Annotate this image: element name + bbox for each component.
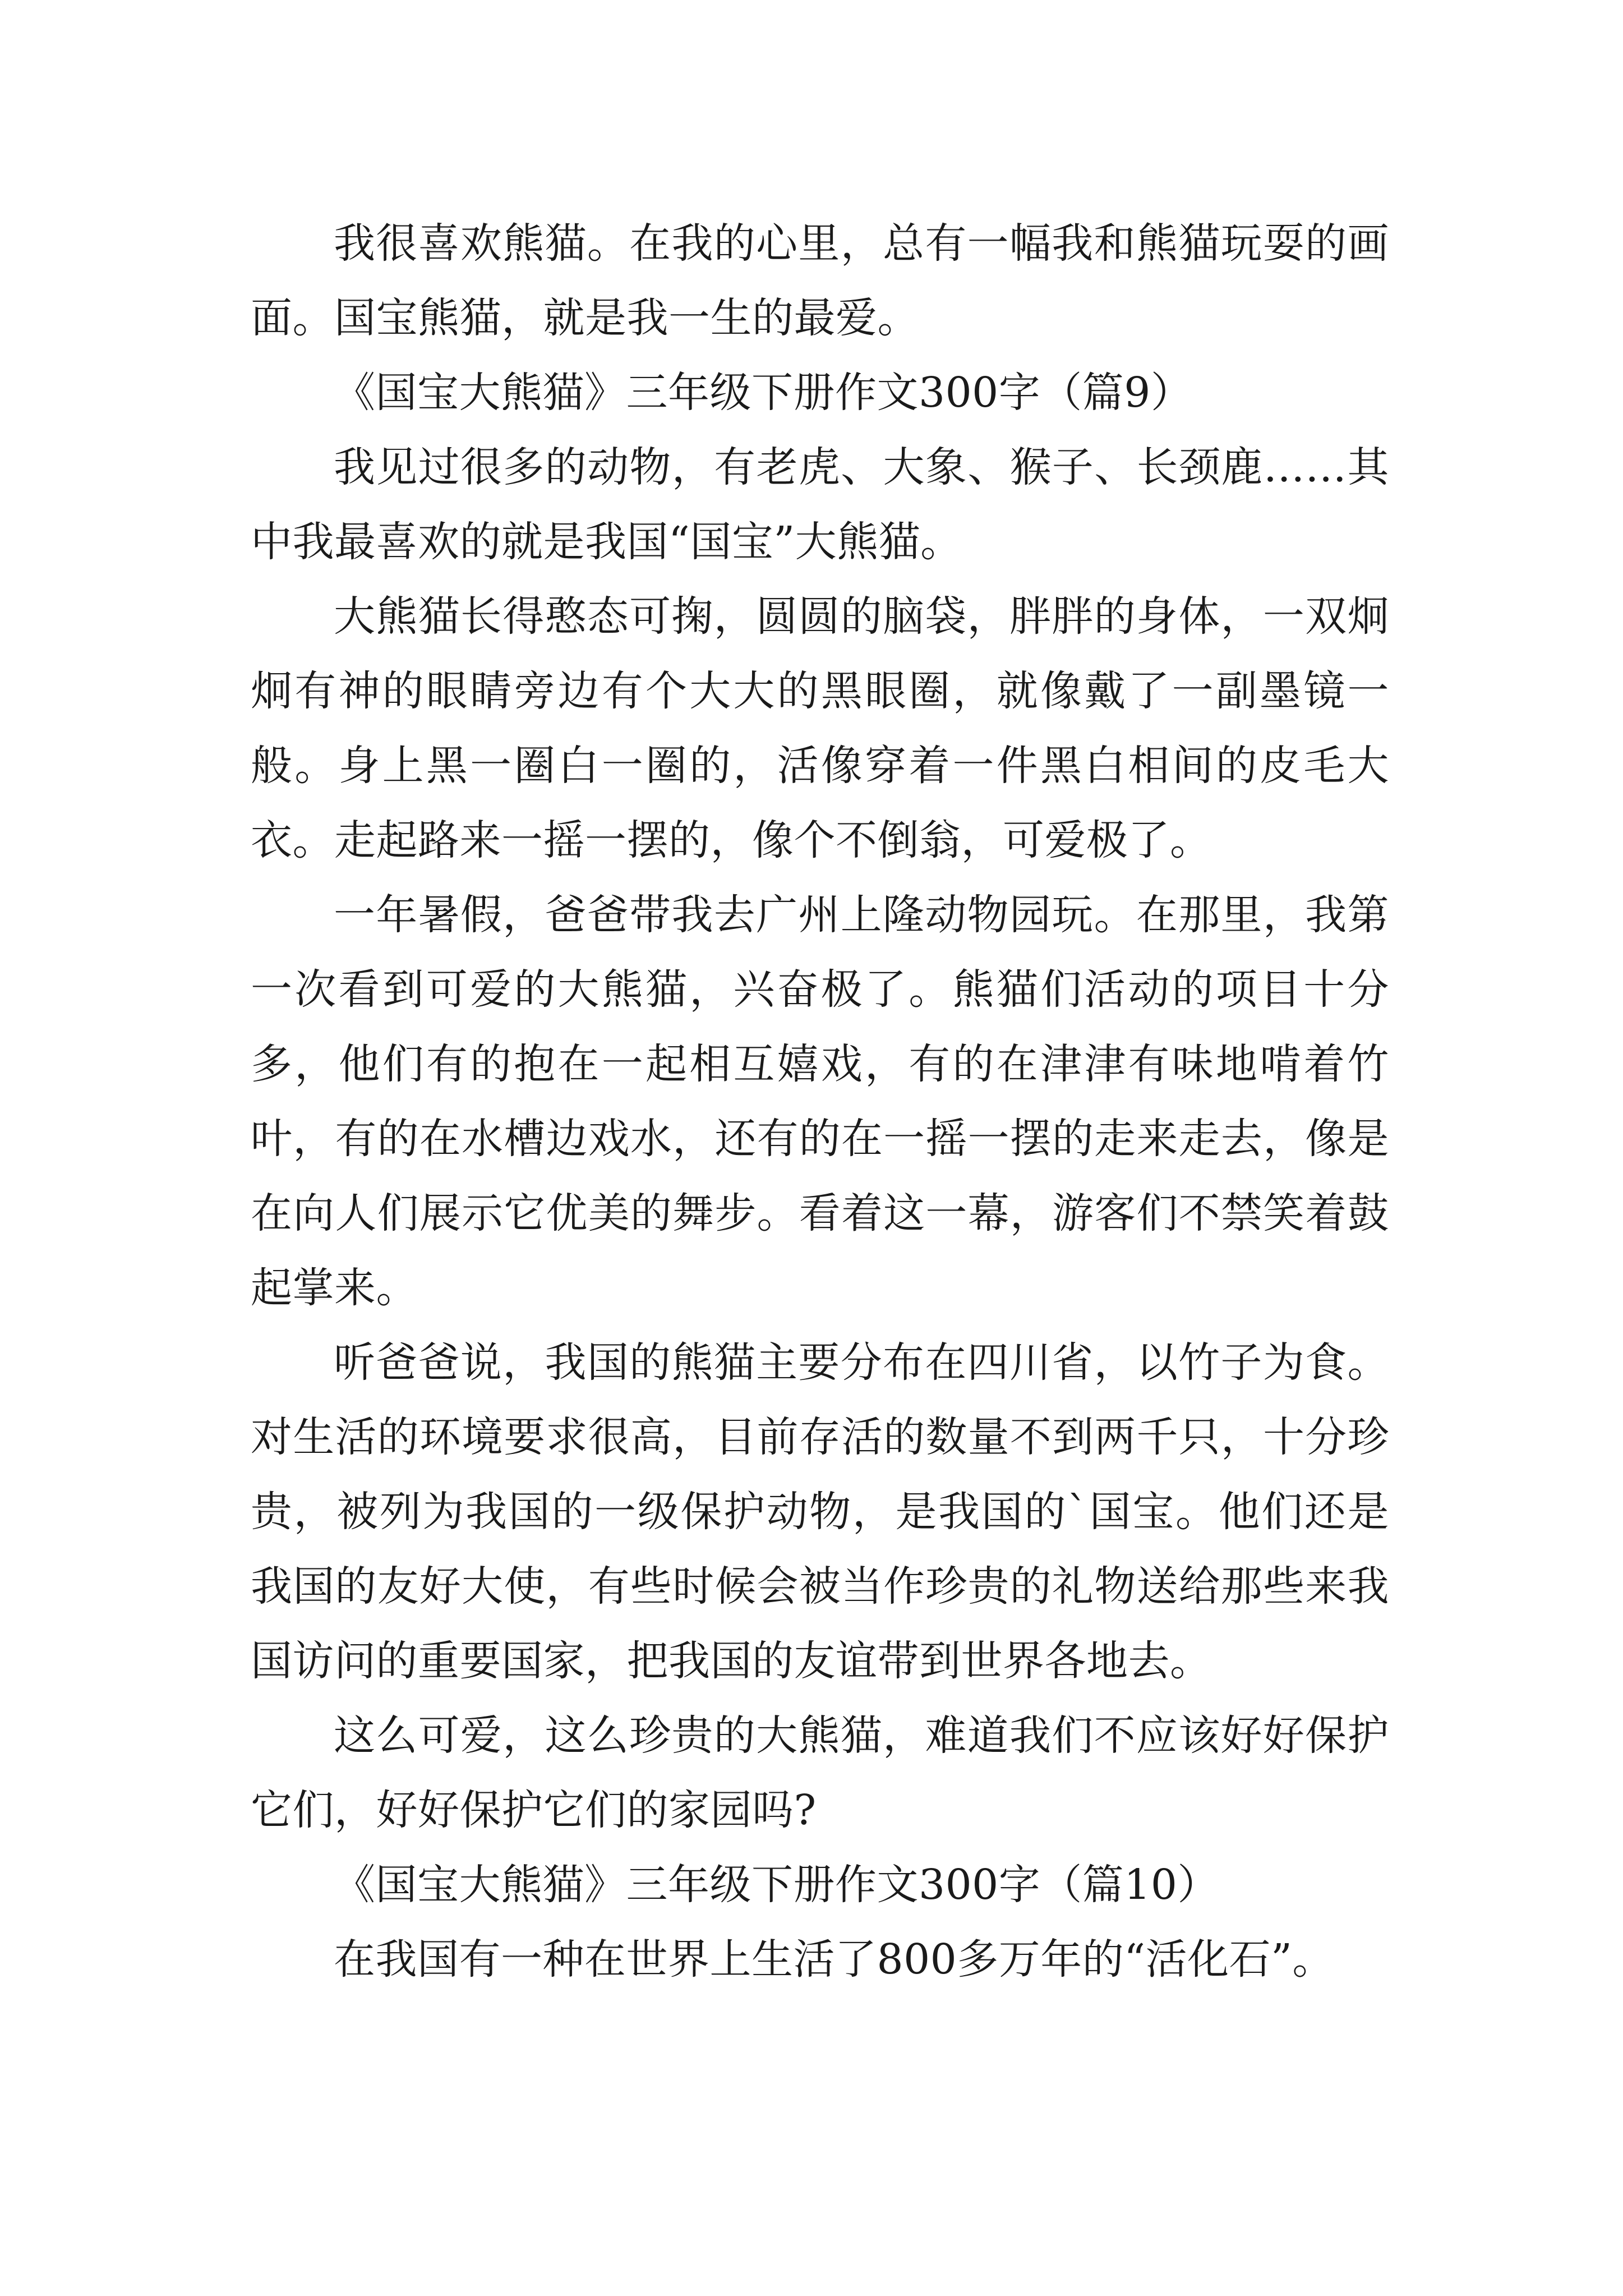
essay-title: 《国宝大熊猫》三年级下册作文300字（篇9）	[334, 369, 1193, 417]
paragraph: 我见过很多的动物，有老虎、大象、猴子、长颈鹿……其中我最喜欢的就是我国“国宝”大熊猫。	[251, 443, 1389, 566]
paragraph: 在我国有一种在世界上生活了800多万年的“活化石”。	[334, 1935, 1334, 1984]
paragraph: 我很喜欢熊猫。在我的心里，总有一幅我和熊猫玩耍的画面。国宝熊猫，就是我一生的最爱。	[251, 219, 1389, 342]
paragraph: 听爸爸说，我国的熊猫主要分布在四川省，以竹子为食。对生活的环境要求很高，目前存活的数量不到两千只，十分珍贵，被列为我国的一级保护动物，是我国的`国宝。他们还是我国的友好大使，有些时候会被当作珍贵的礼物送给那些来我国访问的重要国家，把我国的友谊带到世界各地去。	[251, 1338, 1389, 1685]
paragraph: 一年暑假，爸爸带我去广州上隆动物园玩。在那里，我第一次看到可爱的大熊猫，兴奋极了。熊猫们活动的项目十分多，他们有的抱在一起相互嬉戏，有的在津津有味地啃着竹叶，有的在水槽边戏水，还有的在一摇一摆的走来走去，像是在向人们展示它优美的舞步。看着这一幕，游客们不禁笑着鼓起掌来。	[251, 891, 1389, 1312]
essay-title: 《国宝大熊猫》三年级下册作文300字（篇10）	[334, 1861, 1219, 1909]
paragraph: 大熊猫长得憨态可掬，圆圆的脑袋，胖胖的身体，一双炯炯有神的眼睛旁边有个大大的黑眼圈，就像戴了一副墨镜一般。身上黑一圈白一圈的，活像穿着一件黑白相间的皮毛大衣。走起路来一摇一摆的，像个不倒翁，可爱极了。	[251, 592, 1389, 864]
document-body	[251, 206, 1389, 1997]
paragraph: 这么可爱，这么珍贵的大熊猫，难道我们不应该好好保护它们，好好保护它们的家园吗?	[251, 1711, 1389, 1834]
